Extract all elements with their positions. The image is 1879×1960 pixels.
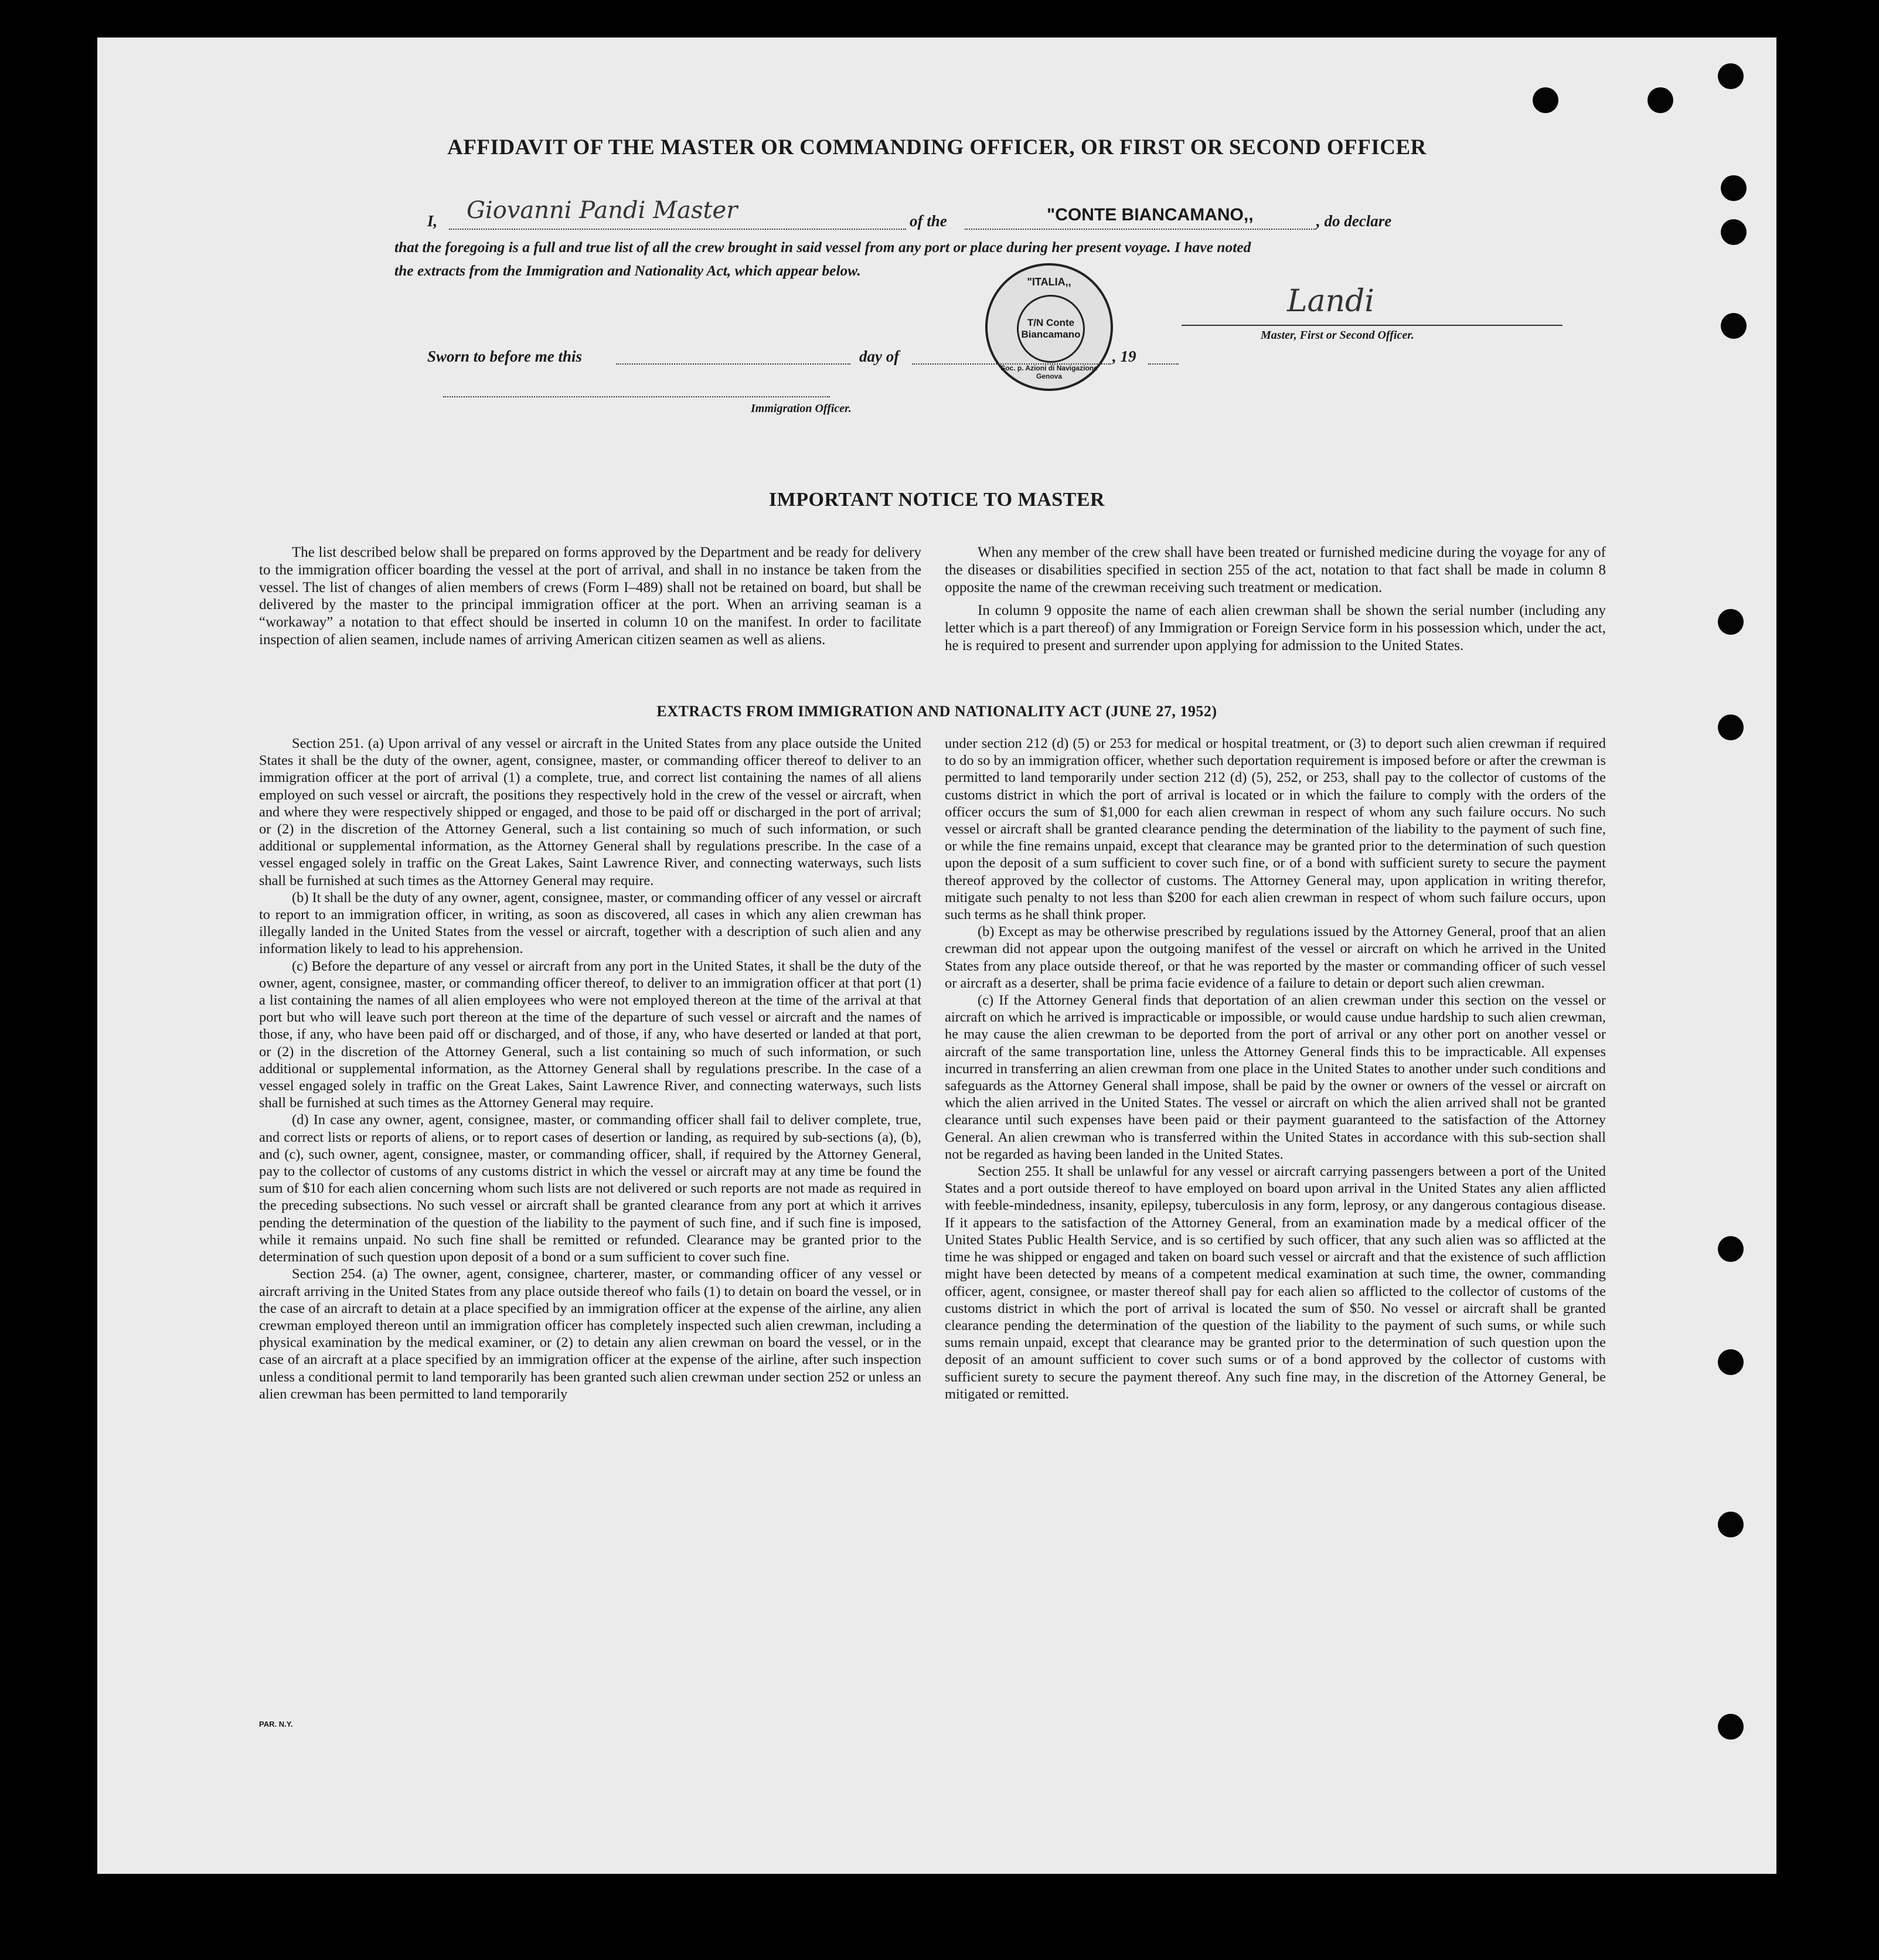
section-251-b: (b) It shall be the duty of any owner, agent, consignee, master, or commanding officer of any vessel or aircraft to report to an immigration officer, in writing, as soon as discovered, all cases in which any alien crewman has illegally landed in the United States from the vessel or aircraft, together with a description of such alien and any information likely to lead to his apprehension.: [259, 889, 921, 957]
punch-hole: [1718, 1714, 1744, 1740]
sworn-year-field[interactable]: [1148, 348, 1179, 365]
officer-signature: Giovanni Pandi Master: [467, 197, 738, 224]
vessel-name: "CONTE BIANCAMANO,,: [1047, 205, 1254, 224]
punch-hole: [1718, 63, 1744, 89]
section-255: Section 255. It shall be unlawful for any vessel or aircraft carrying passengers between a port of the United States and a port outside thereof to have employed on board upon arrival in the United States any alien afflicted with feeble-mindedness, insanity, epilepsy, tuberculosis in any form, leprosy, or any dangerous contagious disease. If it appears to the satisfaction of the Attorney General, from an examination made by a medical officer of the United States Public Health Service, and is so certified by such officer, that any such alien was so afflicted at the time he was shipped or engaged and taken on board such vessel or aircraft and that the existence of such affliction might have been detected by means of a competent medical examination at such time, the owner, commanding officer, agent, consignee, or master thereof shall pay for each alien so afflicted to the collector of customs of the customs district in which the port of arrival is located the sum of $50. No vessel or aircraft shall be granted clearance pending the determination of the question of the liability to the payment of such sums, or while such sums remain unpaid, except that clearance may be granted prior to the determination of such question upon the deposit of an amount sufficient to cover such sums or of a bond approved by the collector of customs with sufficient surety to secure the payment thereof. Any such fine may, in the discretion of the Attorney General, be mitigated or remitted.: [945, 1163, 1606, 1402]
sworn-day-field[interactable]: [616, 348, 850, 365]
declaration-line-2: the extracts from the Immigration and Nationality Act, which appear below.: [394, 262, 861, 279]
affidavit-title: AFFIDAVIT OF THE MASTER OR COMMANDING OFFICER, OR FIRST OR SECOND OFFICER: [447, 135, 1427, 159]
notice-title: IMPORTANT NOTICE TO MASTER: [768, 489, 1105, 511]
section-254-b: (b) Except as may be otherwise prescribed by regulations issued by the Attorney General, proof that an alien crewman did not appear upon the outgoing manifest of the vessel or aircraft on which he arrived in the United States from any place outside thereof, or that he was reported by the master or commanding officer of such vessel or aircraft as a deserter, shall be prima facie evidence of a failure to detain or deport such alien crewman.: [945, 924, 1606, 991]
stamp-center-line-1: T/N Conte: [1027, 317, 1075, 328]
vessel-name-field: [965, 200, 1316, 230]
sworn-label: Sworn to before me this: [427, 348, 583, 365]
printer-mark: PAR. N.Y.: [259, 1720, 293, 1728]
punch-hole: [1533, 87, 1558, 113]
do-declare-label: , do declare: [1316, 212, 1392, 230]
punch-hole: [1721, 219, 1747, 245]
immigration-officer-label: Immigration Officer.: [751, 402, 852, 415]
officer-name-field: [449, 197, 906, 230]
master-label: Master, First or Second Officer.: [1261, 329, 1414, 342]
section-251-a: Section 251. (a) Upon arrival of any vessel or aircraft in the United States from any place outside the United States it shall be the duty of the owner, agent, consignee, master, or commanding officer thereof to deliver to an immigration officer at the port of arrival (1) a complete, true, and correct list containing the names of all aliens employed on such vessel or aircraft, the positions they respectively hold in the crew of the vessel or aircraft, when and where they were respectively shipped or engaged, and those to be paid off or discharged in the port of arrival; or (2) in the discretion of the Attorney General, such a list containing so much of such information, or such additional or supplemental information, as the Attorney General shall by regulations prescribe. In the case of a vessel engaged solely in traffic on the Great Lakes, Saint Lawrence River, and connecting waterways, such lists shall be furnished at such times as the Attorney General may require.: [259, 736, 921, 889]
declaration-line-1: that the foregoing is a full and true list of all the crew brought in said vessel from any port or place during her present voyage. I have noted: [394, 239, 1251, 256]
i-label: I,: [427, 212, 438, 230]
punch-hole: [1721, 313, 1747, 339]
section-254-a: Section 254. (a) The owner, agent, consignee, charterer, master, or commanding officer of any vessel or aircraft arriving in the United States from any place outside thereof who fails (1) to detain on board the vessel, or in the case of an aircraft to detain at a place specified by an immigration officer at the expense of the airline, any alien crewman employed thereon until an immigration officer has completely inspected such alien crewman, including a physical examination by the medical examiner, or (2) to detain any alien crewman on board the vessel, or in the case of an aircraft at a place specified by an immigration officer at the expense of the airline, after such inspection unless a conditional permit to land temporarily has been granted such alien crewman under section 252 or unless an alien crewman has been permitted to land temporarily: [259, 1266, 921, 1402]
of-the-label: of the: [910, 212, 947, 230]
ship-stamp: [985, 263, 1113, 391]
punch-hole: [1718, 1236, 1744, 1262]
extracts-title: EXTRACTS FROM IMMIGRATION AND NATIONALITY ACT (JUNE 27, 1952): [656, 703, 1217, 720]
stamp-center-line-2: Biancamano: [1021, 329, 1081, 340]
master-signature: Landi: [1287, 284, 1374, 319]
punch-hole: [1718, 609, 1744, 635]
section-251-d: (d) In case any owner, agent, consignee, master, or commanding officer shall fail to deliver complete, true, and correct lists or reports of aliens, or to report cases of desertion or landing, as required by sub-sections (a), (b), and (c), such owner, agent, consignee, master, or commanding officer, shall, if required by the Attorney General, pay to the collector of customs of any customs district in which the vessel or aircraft may at any time be found the sum of $10 for each alien concerning whom such lists are not delivered or such reports are not made as required in the preceding subsections. No such vessel or aircraft shall be granted clearance from any port at which it arrives pending the determination of the question of the liability to the payment of such fine, and if such fine is imposed, while it remains unpaid. No such fine shall be remitted or refunded. Clearance may be granted prior to the determination of such question upon deposit of a bond or a sum sufficient to cover such fine.: [259, 1112, 921, 1265]
stamp-ring-bottom: Soc. p. Azioni di Navigazione Genova: [1000, 364, 1098, 380]
punch-hole: [1718, 714, 1744, 740]
immigration-officer-line: [443, 396, 830, 397]
sworn-month-field[interactable]: [912, 348, 1111, 365]
document-page: [97, 38, 1776, 1874]
punch-hole: [1647, 87, 1673, 113]
section-254-a-continued: under section 212 (d) (5) or 253 for medical or hospital treatment, or (3) to deport such alien crewman if required to do so by an immigration officer, whether such deportation requirement is imposed before or after the crewman is permitted to land temporarily under section 212 (d) (5), 252, or 253, shall pay to the collector of customs of the customs district in which the port of arrival is located or in which the failure to comply with the orders of the officer occurs the sum of $1,000 for each alien crewman in respect of whom any such failure occurs. No such vessel or aircraft shall be granted clearance pending the determination of the liability to the payment of such fine, or while the fine remains unpaid, except that clearance may be granted prior to the determination of such question upon the deposit of a sum sufficient to cover such fine, or of a bond with sufficient surety to secure the payment thereof approved by the collector of customs. The Attorney General may, upon application in writing therefor, mitigate such penalty to not less than $200 for each alien crewman in respect of whom such failure occurs, upon such terms as he shall think proper.: [945, 736, 1606, 923]
extracts-right-column: [945, 735, 1606, 1403]
punch-hole: [1718, 1512, 1744, 1537]
punch-hole: [1718, 1349, 1744, 1375]
notice-left-column: [259, 544, 921, 649]
master-signature-line: [1182, 284, 1563, 326]
notice-left-text: The list described below shall be prepared on forms approved by the Department and be ready for delivery to the immigration officer boarding the vessel at the port of arrival, and shall in no instance be taken from the vessel. The list of changes of alien members of crews (Form I–489) shall not be retained on board, but shall be delivered by the master to the principal immigration officer at the port. When an arriving seaman is a “workaway” a notation to that effect should be inserted in column 10 on the manifest. In order to facilitate inspection of alien seamen, include names of arriving American citizen seamen as well as aliens.: [259, 545, 921, 648]
year-label: , 19: [1112, 348, 1136, 365]
section-254-c: (c) If the Attorney General finds that deportation of an alien crewman under this section on the vessel or aircraft on which he arrived is impracticable or impossible, or would cause undue hardship to such alien crewman, he may cause the alien crewman to be deported from the port of arrival or any other port on another vessel or aircraft of the same transportation line, unless the Attorney General finds this to be impracticable. All expenses incurred in transferring an alien crewman from one place in the United States to another under such conditions and safeguards as the Attorney General shall impose, shall be paid by the owner or owners of the vessel or aircraft on which the alien arrived in the United States. The vessel or aircraft on which the alien arrived shall not be granted clearance until such expenses have been paid or their payment guaranteed to the satisfaction of the Attorney General. An alien crewman who is transferred within the United States in accordance with this sub-section shall not be regarded as having been landed in the United States.: [945, 992, 1606, 1162]
notice-right-paragraph-2: In column 9 opposite the name of each alien crewman shall be shown the serial number (including any letter which is a part thereof) of any Immigration or Foreign Service form in his possession which, under the act, he is required to present and surrender upon applying for admission to the United States.: [945, 603, 1606, 654]
section-251-c: (c) Before the departure of any vessel or aircraft from any port in the United States, it shall be the duty of the owner, agent, consignee, master, or commanding officer thereof, to deliver to an immigration officer at that port (1) a list containing the names of all alien employees who were not employed thereon at the time of the arrival at that port but who will leave such port thereon at the time of the departure of such vessel or aircraft and the names of those, if any, who have been paid off or discharged, and of those, if any, who have deserted or landed at that port, or (2) in the discretion of the Attorney General, such a list containing so much of such information, or such additional or supplemental information, as the Attorney General shall by regulations prescribe. In the case of a vessel engaged solely in traffic on the Great Lakes, Saint Lawrence River, and connecting waterways, such lists shall be furnished at such times as the Attorney General may require.: [259, 958, 921, 1111]
notice-right-column: [945, 544, 1606, 655]
day-of-label: day of: [859, 348, 900, 365]
extracts-left-column: [259, 735, 921, 1403]
stamp-ring-top: "ITALIA,,: [1027, 276, 1071, 288]
notice-right-paragraph-1: When any member of the crew shall have been treated or furnished medicine during the voyage for any of the diseases or disabilities specified in section 255 of the act, notation to that fact shall be made in column 8 opposite the name of the crewman receiving such treatment or medication.: [945, 545, 1606, 596]
punch-hole: [1721, 175, 1747, 201]
